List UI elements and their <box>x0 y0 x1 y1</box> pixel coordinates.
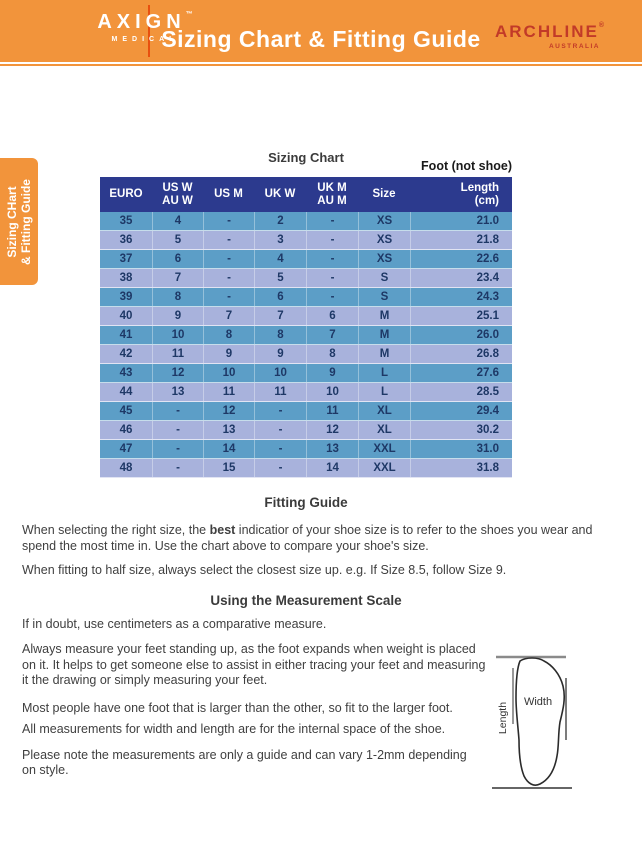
table-cell: 6 <box>306 307 358 325</box>
archline-logo-subtitle: AUSTRALIA <box>548 43 600 50</box>
table-cell: S <box>358 288 410 306</box>
table-cell: - <box>306 269 358 287</box>
side-tab-line1: Sizing CHart <box>5 185 19 258</box>
table-cell: 10 <box>203 364 254 382</box>
table-cell: 9 <box>306 364 358 382</box>
table-cell: 12 <box>306 421 358 439</box>
table-cell: - <box>306 250 358 268</box>
foot-measurement-diagram <box>486 648 580 798</box>
column-header-uk-m-au-m: UK M AU M <box>317 181 347 207</box>
table-row <box>100 364 512 383</box>
table-cell: 39 <box>119 291 133 303</box>
table-cell: - <box>203 269 254 287</box>
table-row <box>100 326 512 345</box>
table-cell: XS <box>358 212 410 230</box>
table-cell: - <box>152 459 203 477</box>
table-row <box>100 307 512 326</box>
table-cell: 43 <box>119 367 133 379</box>
column-header-size: Size <box>372 188 396 200</box>
table-cell: 11 <box>254 383 306 401</box>
table-cell: 11 <box>152 345 203 363</box>
measurement-paragraph-3: Most people have one foot that is larger than the other, so fit to the larger foot. <box>22 700 453 715</box>
table-cell: - <box>203 212 254 230</box>
table-cell: 23.4 <box>410 269 512 287</box>
width-label: Width <box>523 696 553 708</box>
table-cell: 4 <box>254 250 306 268</box>
table-cell: 8 <box>152 288 203 306</box>
table-cell: XL <box>358 402 410 420</box>
table-cell: 29.4 <box>410 402 512 420</box>
table-cell: 46 <box>119 424 133 436</box>
table-cell: 24.3 <box>410 288 512 306</box>
measurement-paragraph-1: If in doubt, use centimeters as a comparative measure. <box>22 616 327 631</box>
table-row <box>100 421 512 440</box>
column-header-euro: EURO <box>109 188 143 200</box>
table-cell: - <box>203 231 254 249</box>
measurement-scale-heading: Using the Measurement Scale <box>210 592 402 608</box>
foot-outline-graphic <box>486 648 580 798</box>
table-cell: 7 <box>203 307 254 325</box>
table-cell: - <box>203 288 254 306</box>
table-cell: - <box>306 212 358 230</box>
table-cell: 38 <box>119 272 133 284</box>
table-cell: 31.8 <box>410 459 512 477</box>
table-row <box>100 212 512 231</box>
table-cell: 26.0 <box>410 326 512 344</box>
table-cell: 35 <box>119 215 133 227</box>
table-cell: 13 <box>306 440 358 458</box>
table-cell: 28.5 <box>410 383 512 401</box>
table-cell: 4 <box>152 212 203 230</box>
table-row <box>100 459 512 478</box>
axign-logo-subtitle: MEDICAL <box>111 36 179 43</box>
sizing-chart-title: Sizing Chart <box>268 150 344 165</box>
table-cell: 8 <box>306 345 358 363</box>
header-banner <box>0 0 642 62</box>
table-cell: XS <box>358 250 410 268</box>
measurement-paragraph-5: Please note the measurements are only a guide and can vary 1-2mm depending on style. <box>22 747 467 777</box>
column-header-length-cm-: Length (cm) <box>460 181 499 207</box>
table-cell: 31.0 <box>410 440 512 458</box>
table-cell: - <box>152 440 203 458</box>
table-cell: 47 <box>119 443 133 455</box>
table-cell: 27.6 <box>410 364 512 382</box>
table-cell: 12 <box>203 402 254 420</box>
table-cell: 9 <box>152 307 203 325</box>
table-cell: - <box>152 402 203 420</box>
column-header-us-w-au-w: US W AU W <box>162 181 193 207</box>
page-title: Sizing Chart & Fitting Guide <box>161 26 481 52</box>
table-cell: 6 <box>152 250 203 268</box>
measurement-paragraph-2: Always measure your feet standing up, as the foot expands when weight is placed on it. It helps to get someone else to assist in either tracing your feet and measuring it the drawing or simply measuring your feet. <box>22 642 486 687</box>
table-row <box>100 440 512 459</box>
table-cell: XXL <box>358 440 410 458</box>
table-cell: 7 <box>306 326 358 344</box>
length-label: Length <box>497 701 509 735</box>
foot-outline-path <box>516 658 564 785</box>
table-row <box>100 250 512 269</box>
column-header-uk-w: UK W <box>264 188 296 200</box>
axign-logo-name: AXIGN™ <box>97 11 193 33</box>
table-cell: 25.1 <box>410 307 512 325</box>
table-cell: 26.8 <box>410 345 512 363</box>
axign-logo <box>95 11 195 43</box>
table-cell: - <box>152 421 203 439</box>
archline-logo-name: ARCHLINE® <box>494 22 604 41</box>
table-cell: 37 <box>119 253 133 265</box>
table-cell: M <box>358 326 410 344</box>
table-cell: 21.0 <box>410 212 512 230</box>
fitting-guide-paragraph-2: When fitting to half size, always select the closest size up. e.g. If Size 8.5, follow Size 9. <box>22 563 507 577</box>
table-cell: 14 <box>203 440 254 458</box>
table-row <box>100 288 512 307</box>
table-cell: 21.8 <box>410 231 512 249</box>
table-cell: 5 <box>152 231 203 249</box>
table-cell: 8 <box>203 326 254 344</box>
table-cell: - <box>254 440 306 458</box>
table-cell: 40 <box>119 310 133 322</box>
table-cell: 7 <box>254 307 306 325</box>
table-cell: 9 <box>203 345 254 363</box>
archline-logo <box>495 22 604 50</box>
table-cell: L <box>358 364 410 382</box>
side-tab <box>0 158 38 285</box>
table-cell: XS <box>358 231 410 249</box>
sizing-table-body <box>100 212 512 478</box>
header-divider-line <box>0 64 642 66</box>
table-row <box>100 383 512 402</box>
table-cell: 12 <box>152 364 203 382</box>
table-cell: 10 <box>152 326 203 344</box>
table-cell: S <box>358 269 410 287</box>
axign-trademark: ™ <box>185 11 193 18</box>
measurement-paragraph-4: All measurements for width and length are for the internal space of the shoe. <box>22 722 446 736</box>
table-cell: 13 <box>152 383 203 401</box>
table-cell: 9 <box>254 345 306 363</box>
table-cell: 5 <box>254 269 306 287</box>
table-cell: 48 <box>119 462 133 474</box>
foot-not-shoe-note: Foot (not shoe) <box>421 159 512 173</box>
table-cell: M <box>358 345 410 363</box>
table-cell: 10 <box>306 383 358 401</box>
table-cell: 3 <box>254 231 306 249</box>
table-cell: 14 <box>306 459 358 477</box>
table-cell: 42 <box>119 348 133 360</box>
table-cell: 11 <box>203 383 254 401</box>
table-cell: 36 <box>119 234 133 246</box>
table-cell: - <box>254 421 306 439</box>
table-cell: 6 <box>254 288 306 306</box>
table-cell: 44 <box>119 386 133 398</box>
table-cell: 15 <box>203 459 254 477</box>
table-cell: M <box>358 307 410 325</box>
table-row <box>100 231 512 250</box>
table-row <box>100 345 512 364</box>
table-row <box>100 269 512 288</box>
table-cell: 7 <box>152 269 203 287</box>
column-header-us-m: US M <box>214 188 243 200</box>
table-cell: 13 <box>203 421 254 439</box>
bold-word-best: best <box>209 523 236 537</box>
table-row <box>100 402 512 421</box>
table-cell: 30.2 <box>410 421 512 439</box>
side-tab-line2: & Fitting Guide <box>19 178 33 265</box>
table-cell: XXL <box>358 459 410 477</box>
sizing-table-header <box>100 177 512 212</box>
table-cell: 11 <box>306 402 358 420</box>
table-cell: - <box>203 250 254 268</box>
table-cell: 41 <box>119 329 133 341</box>
table-cell: - <box>306 231 358 249</box>
table-cell: - <box>306 288 358 306</box>
sizing-table <box>100 177 512 478</box>
table-cell: XL <box>358 421 410 439</box>
table-cell: 8 <box>254 326 306 344</box>
table-cell: 2 <box>254 212 306 230</box>
table-cell: - <box>254 459 306 477</box>
table-cell: 22.6 <box>410 250 512 268</box>
table-cell: - <box>254 402 306 420</box>
table-cell: L <box>358 383 410 401</box>
table-cell: 10 <box>254 364 306 382</box>
table-cell: 45 <box>119 405 133 417</box>
side-tab-label <box>0 158 38 285</box>
fitting-guide-heading: Fitting Guide <box>264 495 348 510</box>
fitting-guide-paragraph-1: When selecting the right size, the best indicatior of your shoe size is to refer to the shoes you wear and spend the most time in. Use the chart above to compare your shoe's size. <box>22 523 593 553</box>
archline-trademark: ® <box>598 22 604 29</box>
